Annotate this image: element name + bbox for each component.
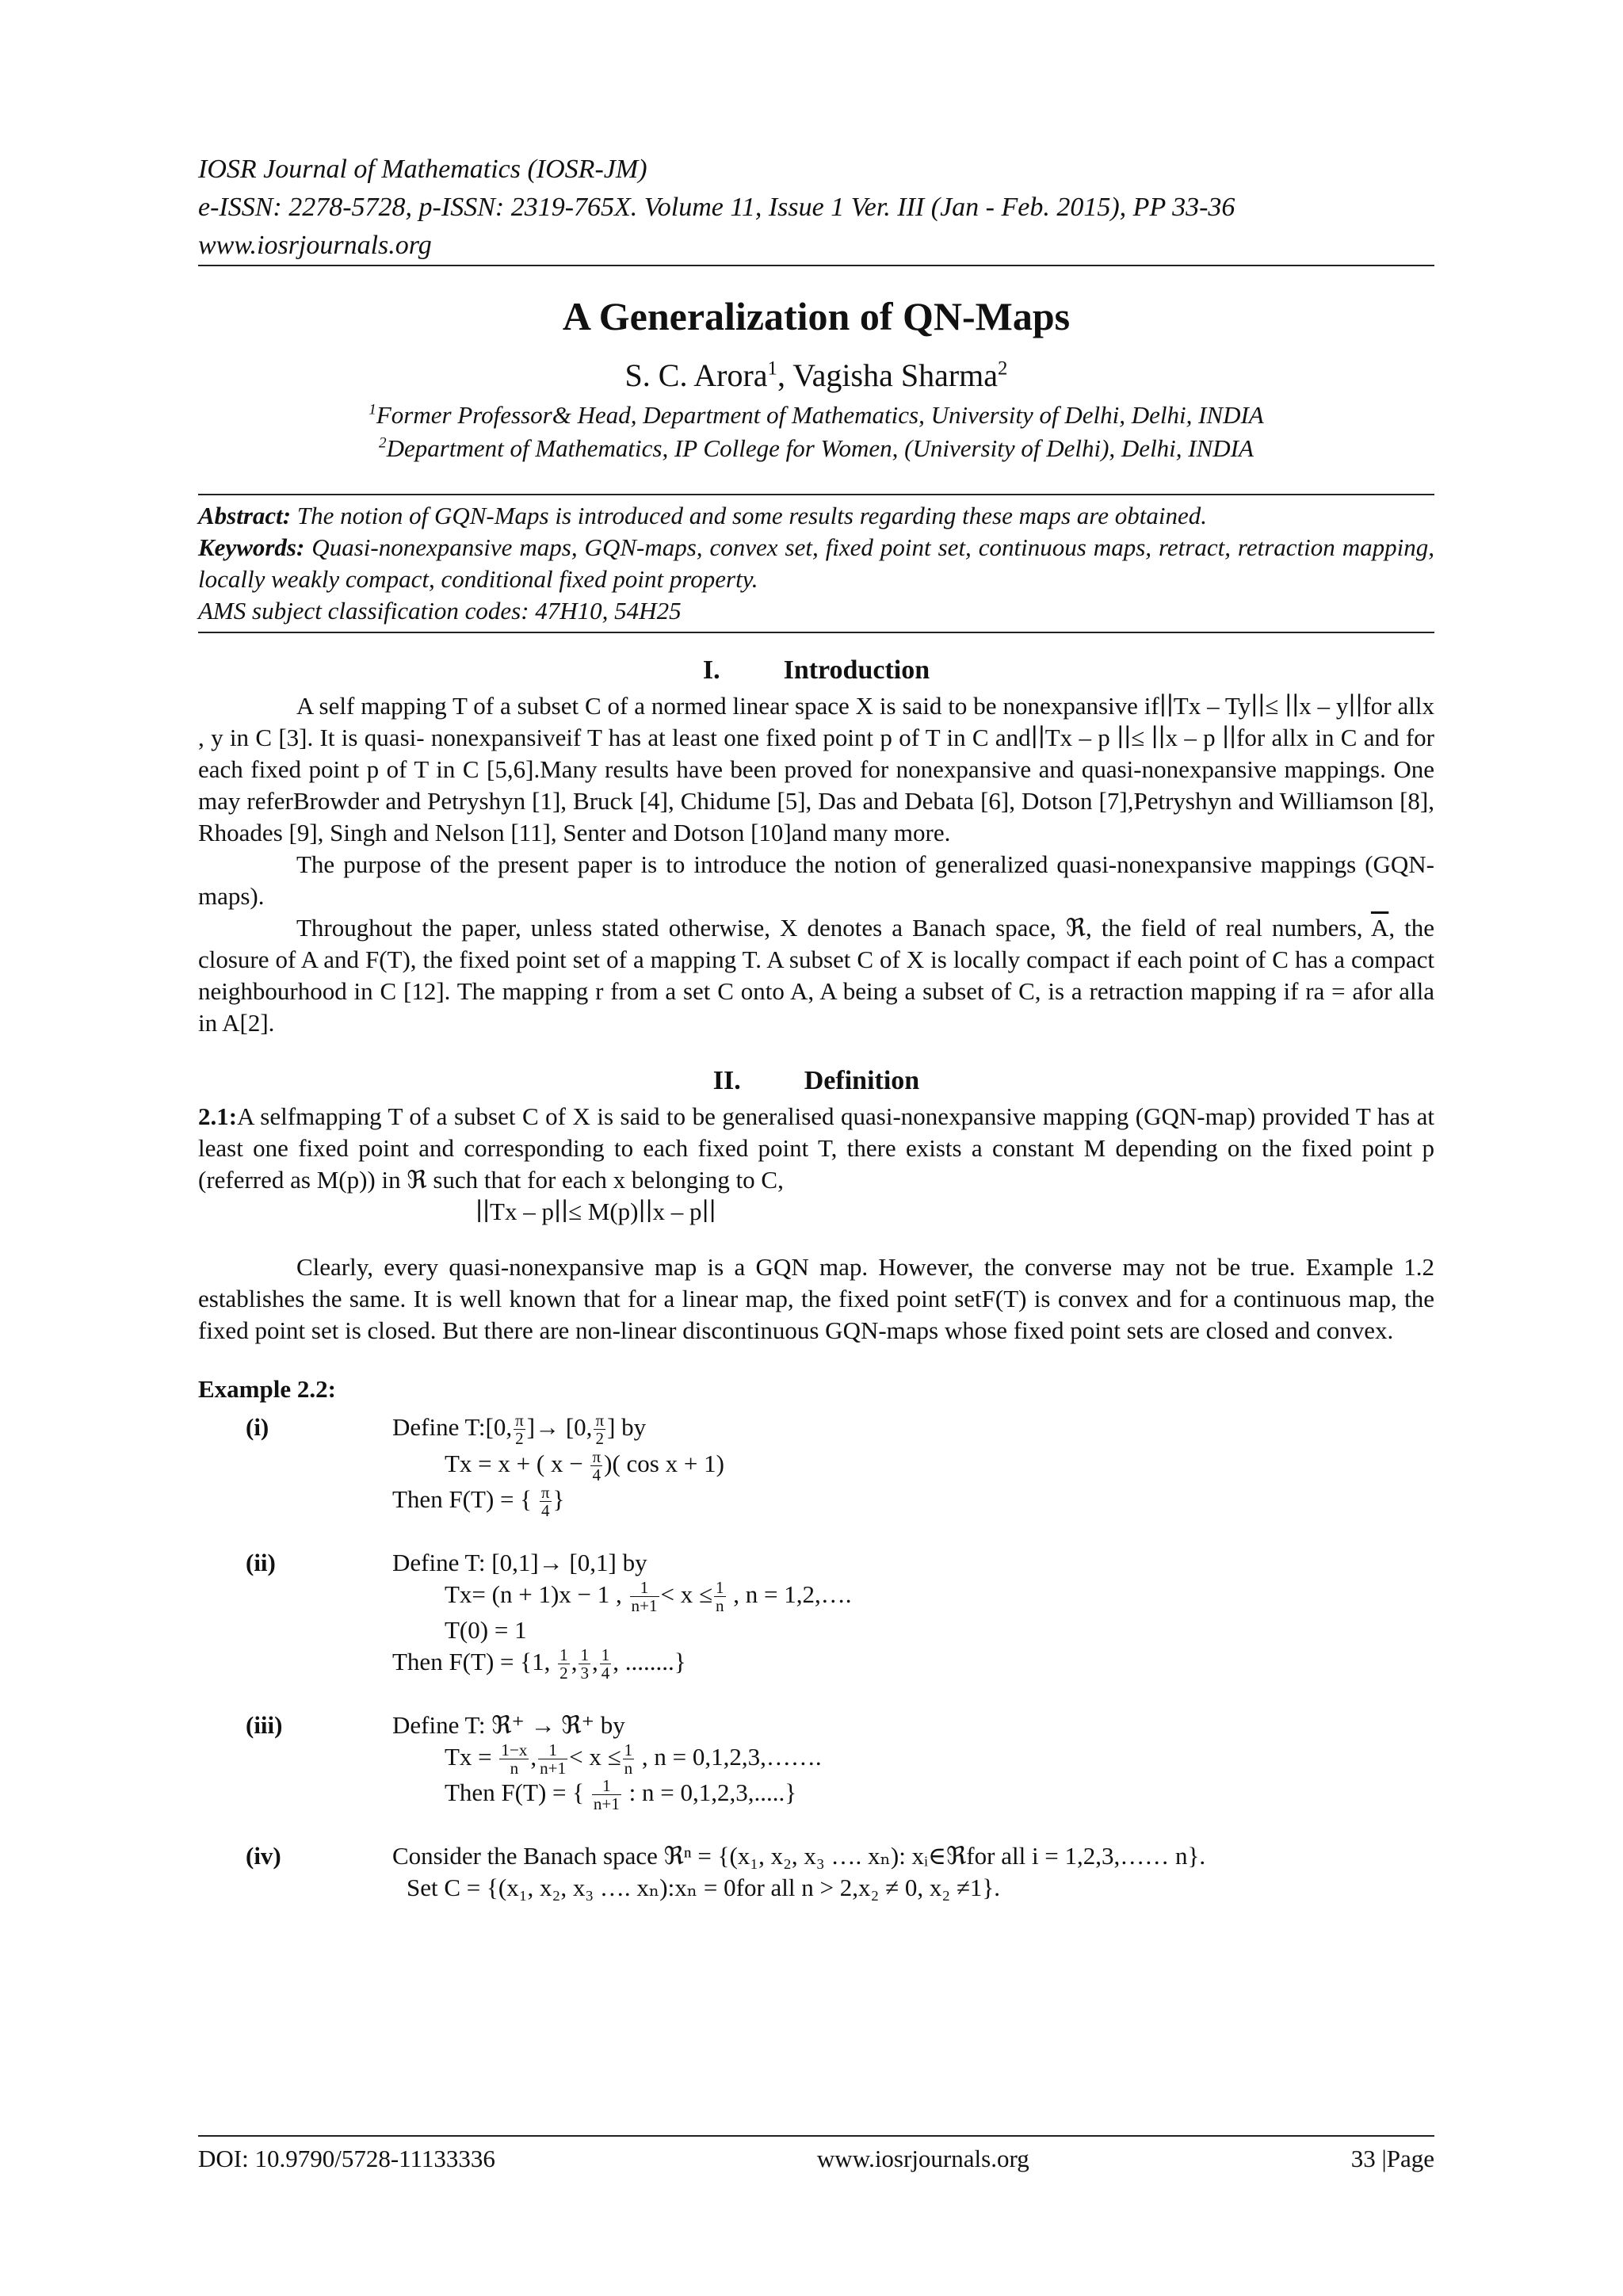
section-heading-introduction: I. Introduction — [702, 655, 930, 685]
example-item-iv: (iv) Consider the Banach space ℜⁿ = {(x₁, x₂, x₃ …. xₙ): xᵢ∈ℜfor all i = 1,2,3,…… n}. Set C = {(x₁, x₂, x₃ …. xₙ):xₙ = 0for all n > 2,x₂ ≠ 0, x₂ ≠1}. — [246, 1841, 1206, 1901]
example-item-ii: (ii) Define T: [0,1]→ [0,1] by Tx= (n + 1)x − 1 , $\frac{1}{n+1}$ < x ≤ $\frac{1}{n}$ , n = 1,2,…. T(0) = 1 Then F(T) = {1, $\frac{1}{2}$ , $\frac{1}{3}$ , $\frac{1}{4}$ , ........} — [246, 1548, 852, 1683]
footer-rule — [198, 2135, 1434, 2137]
example-item-iii: (iii) Define T: ℜ⁺ → ℜ⁺ by Tx = $\frac{1-x}{n}$ , $\frac{1}{n+1}$ < x ≤ $\frac{1}{n}$ , n = 0,1,2,3,……. Then F(T) = { $\frac{1}{n+1}$ : n = 0,1,2,3,.....} — [246, 1710, 822, 1814]
journal-name: IOSR Journal of Mathematics (IOSR-JM) — [198, 155, 647, 184]
definition-equation: ∣∣Tx – p∣∣≤ M(p)∣∣x – p∣∣ — [475, 1198, 716, 1225]
paper-title: A Generalization of QN-Maps — [562, 294, 1071, 338]
abstract-block — [198, 500, 1434, 627]
section-introduction-body — [198, 690, 1434, 1039]
author-2: Vagisha Sharma — [792, 357, 999, 393]
author-1: S. C. Arora — [624, 357, 768, 393]
abstract: Abstract: The notion of GQN-Maps is introduced and some results regarding these maps are obtained. — [198, 502, 1207, 529]
affiliation-1: $^1$Former Professor& Head, Department of Mathematics, University of Delhi, Delhi, INDIA — [369, 401, 1264, 429]
page-footer — [198, 2135, 1434, 2173]
authors-line — [198, 357, 1434, 394]
abstract-bottom-rule — [198, 632, 1434, 633]
clearly-paragraph: Clearly, every quasi-nonexpansive map is a GQN map. However, the converse may not be true. Example 1.2 establishes the same. It is well known that for a linear map, the fixed point setF(T) is convex and for a continuous map, the fixed point set is closed. But there are non-linear discontinuous GQN-maps whose fixed point sets are closed and convex. — [198, 1253, 1434, 1344]
intro-paragraph-1: A self mapping T of a subset C of a normed linear space X is said to be nonexpansive if∣∣Tx – Ty∣∣≤ ∣∣x – y∣∣for allx , y in C [3]. It is quasi- nonexpansiveif T has at least one fixed point p of T in C and∣∣Tx – p ∣∣≤ ∣∣x – p ∣∣for allx in C and for each fixed point p of T in C [5,6].Many results have been proved for nonexpansive and quasi-nonexpansive mappings. One may referBrowder and Petryshyn [1], Bruck [4], Chidume [5], Das and Debata [6], Dotson [7],Petryshyn and Williamson [8], Rhoades [9], Singh and Nelson [11], Senter and Dotson [10]and many more. — [198, 692, 1434, 846]
header-rule — [198, 265, 1434, 266]
example-item-i: (i) Define T:[0, $\frac{\pi}{2}$ ]→ [0, $\frac{\pi}{2}$ ] by Tx = x + ( x − $\frac{\pi}{4}$ )( cos x + 1) Then F(T) = { $\frac{\pi}{4}$ } — [246, 1411, 724, 1521]
example-heading: Example 2.2: — [198, 1375, 336, 1403]
footer-doi: DOI: 10.9790/5728-11133336 — [198, 2145, 495, 2172]
ams-codes: AMS subject classification codes: 47H10, 54H25 — [198, 597, 682, 625]
journal-website: www.iosrjournals.org — [198, 231, 432, 260]
abstract-top-rule — [198, 494, 1434, 495]
definition-2-1: 2.1:A selfmapping T of a subset C of X is said to be generalised quasi-nonexpansive mapping (GQN-map) provided T has at least one fixed point and corresponding to each fixed point T, there exists a constant M depending on the fixed point p (referred as M(p)) in ℜ such that for each x belonging to C, — [198, 1102, 1434, 1194]
section-definition-body — [198, 1101, 1434, 1347]
paper-page — [198, 151, 1434, 1904]
author-2-sup: 2 — [998, 357, 1008, 380]
footer-website: www.iosrjournals.org — [816, 2145, 1029, 2172]
affiliation-2: $^2$Department of Mathematics, IP College for Women, (University of Delhi), Delhi, INDIA — [379, 434, 1254, 462]
intro-paragraph-3: Throughout the paper, unless stated otherwise, X denotes a Banach space, ℜ, the field of real numbers, $\overline{A}$, the closure of A and F(T), the fixed point set of a mapping T. A subset C of X is locally compact if each point of C has a compact neighbourhood in C [12]. The mapping r from a set C onto A, A being a subset of C, is a retraction mapping if ra = afor alla in A[2]. — [198, 914, 1434, 1037]
footer-page-number: 33 |Page — [1350, 2145, 1434, 2172]
section-heading-definition: II. Definition — [712, 1066, 920, 1095]
closure-symbol: $\overline{A}$ — [1370, 914, 1389, 942]
journal-header — [198, 151, 1434, 265]
intro-paragraph-2: The purpose of the present paper is to introduce the notion of generalized quasi-nonexpansive mappings (GQN-maps). — [198, 850, 1434, 910]
example-2-2 — [198, 1373, 1434, 1904]
keywords: Keywords: Quasi-nonexpansive maps, GQN-maps, convex set, fixed point set, continuous maps, retract, retraction mapping, locally weakly compact, conditional fixed point property. — [198, 533, 1434, 593]
author-1-sup: 1 — [767, 357, 777, 380]
journal-issn: e-ISSN: 2278-5728, p-ISSN: 2319-765X. Volume 11, Issue 1 Ver. III (Jan - Feb. 2015), PP 33-36 — [198, 193, 1235, 222]
author-separator: , — [777, 357, 793, 393]
